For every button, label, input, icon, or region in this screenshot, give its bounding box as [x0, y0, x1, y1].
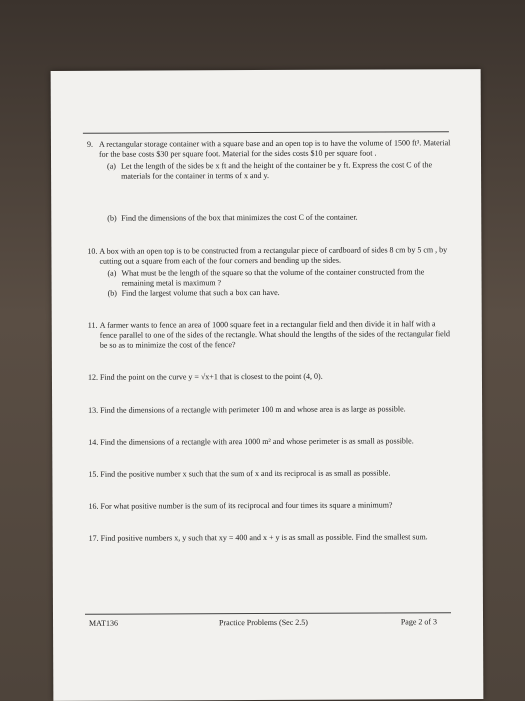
part-label: (a) — [107, 161, 116, 171]
part-label: (a) — [107, 268, 117, 278]
problem-text: A farmer wants to fence an area of 1000 square feet in a rectangular field and then divide it in half with a fence parallel to one of the sides of the rectangle. What should the lengths of the sides of the rectangular field be so as to minimize the cost of the fence? — [99, 319, 450, 350]
problem-text: Find the positive number x such that the sum of x and its reciprocal is as small as possible. — [100, 468, 391, 479]
problem-14 — [88, 436, 454, 448]
problem-number: 10. — [87, 246, 98, 256]
problem-16 — [89, 500, 455, 512]
problem-9 — [87, 138, 453, 224]
page-footer — [89, 617, 447, 631]
problem-part — [99, 160, 453, 182]
part-label: (b) — [107, 213, 117, 223]
problem-number: 9. — [86, 139, 93, 149]
part-text: What must be the length of the square so that the volume of the container constructed from the remaining metal is maximum ? — [121, 267, 425, 288]
footer-page-number: Page 2 of 3 — [400, 617, 438, 627]
problem-text: Find the dimensions of a rectangle with area 1000 m² and whose perimeter is as small as possible. — [100, 436, 414, 447]
problem-text: A rectangular storage container with a square base and an open top is to have the volume of 1500 ft³. Material for the base costs $30 per square foot. Material for the sides costs $10 per square foot . — [98, 138, 451, 159]
problem-text: A box with an open top is to be constructed from a rectangular piece of cardboard of sides 8 cm by 5 cm , by cutting out a square from each of the four corners and bending up the sides. — [99, 245, 448, 266]
problem-13 — [88, 404, 454, 416]
footer-title: Practice Problems (Sec 2.5) — [219, 617, 308, 628]
problem-number: 17. — [88, 533, 99, 543]
problem-part — [100, 287, 454, 299]
part-text: Find the dimensions of the box that minimizes the cost C of the container. — [121, 212, 358, 223]
problem-part — [99, 212, 453, 224]
problem-number: 16. — [88, 501, 99, 511]
problem-text: Find the point on the curve y = √x+1 that is closest to the point (4, 0). — [99, 371, 323, 382]
problem-text: For what positive number is the sum of its reciprocal and four times its square a minimum? — [100, 500, 393, 511]
problem-number: 14. — [88, 437, 99, 447]
part-label: (b) — [107, 288, 117, 298]
problem-10 — [87, 245, 453, 299]
problem-text: Find the dimensions of a rectangle with perimeter 100 m and whose area is as large as possible. — [100, 404, 406, 415]
problem-list — [87, 138, 455, 544]
problem-11 — [88, 319, 454, 351]
footer-rule — [85, 612, 451, 615]
problem-number: 11. — [87, 320, 98, 330]
problem-15 — [88, 468, 454, 480]
footer-course: MAT136 — [89, 618, 118, 628]
problem-number: 13. — [88, 405, 99, 415]
problem-17 — [89, 532, 455, 544]
header-rule — [83, 131, 449, 134]
problem-number: 12. — [87, 372, 98, 382]
problem-12 — [88, 371, 454, 383]
part-text: Find the largest volume that such a box can have. — [121, 287, 280, 298]
problem-text: Find positive numbers x, y such that xy = 400 and x + y is as small as possible. Find the smallest sum. — [100, 532, 428, 543]
paper-sheet — [51, 69, 484, 701]
problem-number: 15. — [88, 469, 99, 479]
problem-part — [99, 267, 453, 289]
part-text: Let the length of the sides be x ft and the height of the container be y ft. Express the cost C of the materials for the container in terms of x and y. — [121, 160, 433, 181]
